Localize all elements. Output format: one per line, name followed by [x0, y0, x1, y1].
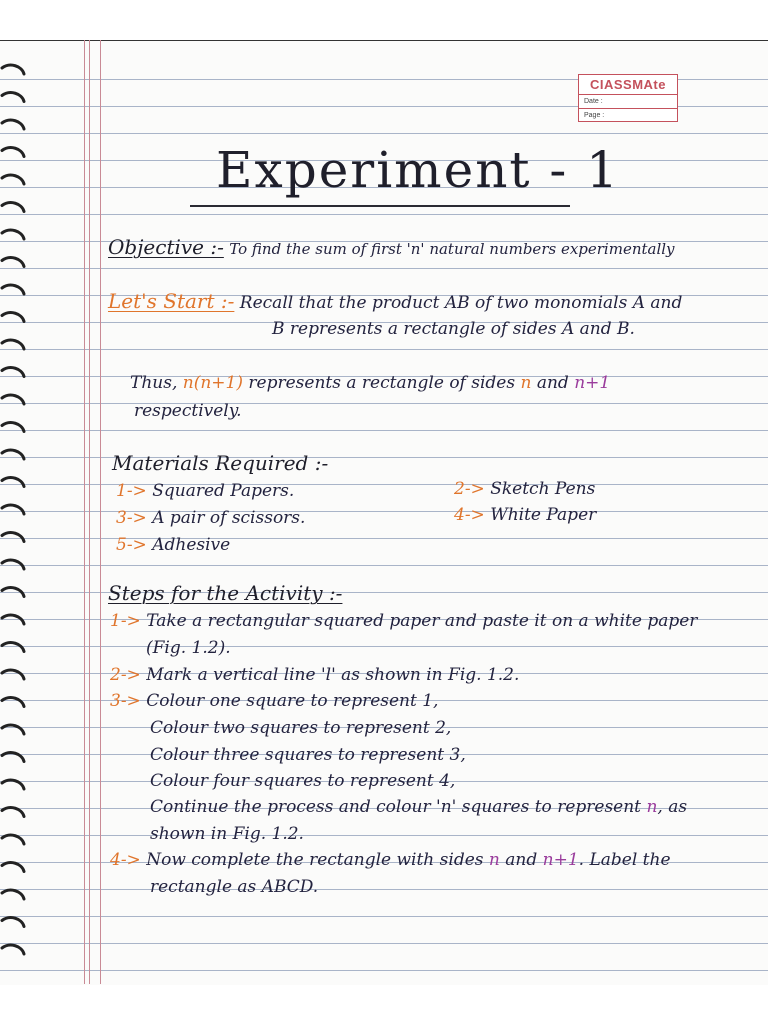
step-text: Mark a vertical line 'l' as shown in Fig. 1.2.	[146, 665, 520, 685]
objective-label: Objective :-	[108, 235, 224, 259]
step-num: 1->	[110, 611, 141, 631]
step-3-line2: Colour two squares to represent 2,	[150, 718, 452, 738]
spiral-coil	[2, 258, 24, 267]
spiral-coil	[2, 93, 24, 102]
page-top-edge	[0, 40, 768, 41]
spiral-coil	[2, 368, 24, 377]
material-num: 5->	[116, 535, 147, 555]
step-num: 2->	[110, 665, 141, 685]
step-3-line6: shown in Fig. 1.2.	[150, 824, 304, 844]
spiral-coil	[2, 670, 24, 679]
step-3-line1	[110, 690, 438, 712]
spiral-coil	[2, 698, 24, 707]
title-underline	[190, 205, 570, 207]
step-3-line3: Colour three squares to represent 3,	[150, 745, 466, 765]
spiral-coil	[2, 203, 24, 212]
material-item	[116, 534, 230, 556]
spiral-coil	[2, 808, 24, 817]
lets-start-text-1: Recall that the product AB of two monomials A and	[239, 293, 683, 313]
spiral-coil	[2, 753, 24, 762]
step-2	[110, 664, 519, 686]
spiral-coil	[2, 588, 24, 597]
step-4-line1	[110, 849, 671, 871]
material-item	[116, 507, 305, 529]
step-text: Continue the process and colour 'n' squares to represent	[150, 797, 642, 817]
objective-line	[108, 236, 675, 260]
thus-and: and	[536, 373, 569, 393]
spiral-coil	[2, 505, 24, 514]
spiral-coil	[2, 643, 24, 652]
spiral-coil	[2, 423, 24, 432]
material-num: 4->	[454, 505, 485, 525]
page-title: Experiment - 1	[216, 141, 620, 199]
material-num: 3->	[116, 508, 147, 528]
stamp-brand: CIASSMAte	[579, 75, 677, 95]
spiral-coil	[2, 918, 24, 927]
step-text: Now complete the rectangle with sides	[146, 850, 484, 870]
material-num: 1->	[116, 481, 147, 501]
thus-expression: n(n+1)	[182, 373, 244, 393]
margin-line	[100, 40, 101, 984]
step-n: n	[646, 797, 658, 817]
steps-heading: Steps for the Activity :-	[108, 581, 343, 605]
spiral-coil	[2, 780, 24, 789]
material-item	[116, 480, 294, 502]
spiral-coil	[2, 945, 24, 954]
spiral-coil	[2, 313, 24, 322]
spiral-coil	[2, 230, 24, 239]
spiral-coil	[2, 148, 24, 157]
material-num: 2->	[454, 479, 485, 499]
spiral-coil	[2, 615, 24, 624]
objective-text: To find the sum of first 'n' natural numbers experimentally	[229, 240, 675, 258]
thus-line1	[130, 372, 610, 394]
material-text: Adhesive	[152, 535, 231, 555]
thus-prefix: Thus,	[130, 373, 178, 393]
thus-mid: represents a rectangle of sides	[248, 373, 516, 393]
spiral-coil	[2, 890, 24, 899]
thus-n-plus-1: n+1	[574, 373, 611, 393]
step-num: 4->	[110, 850, 141, 870]
lets-start-line1	[108, 290, 682, 314]
spiral-coil	[2, 725, 24, 734]
material-text: Squared Papers.	[152, 481, 295, 501]
spiral-coil	[2, 560, 24, 569]
lets-start-label: Let's Start :-	[108, 289, 235, 313]
step-and: and	[505, 850, 538, 870]
spiral-coil	[2, 395, 24, 404]
step-n-plus-1: n+1	[542, 850, 579, 870]
spiral-coil	[2, 450, 24, 459]
step-1-line2: (Fig. 1.2).	[146, 638, 231, 658]
spiral-coil	[2, 835, 24, 844]
step-1-line1	[110, 610, 697, 632]
spiral-coil	[2, 65, 24, 74]
spiral-coil	[2, 478, 24, 487]
step-text: Take a rectangular squared paper and paste it on a white paper	[146, 611, 698, 631]
materials-heading: Materials Required :-	[112, 451, 329, 475]
material-item	[454, 504, 596, 526]
material-text: White Paper	[490, 505, 597, 525]
spiral-coil	[2, 285, 24, 294]
stamp-date-label: Date :	[579, 95, 677, 109]
spiral-coil	[2, 340, 24, 349]
spiral-coil	[2, 863, 24, 872]
classmate-stamp	[578, 74, 678, 122]
material-item	[454, 478, 595, 500]
step-3-line4: Colour four squares to represent 4,	[150, 771, 456, 791]
step-3-line5	[150, 796, 687, 818]
step-n: n	[488, 850, 500, 870]
material-text: Sketch Pens	[490, 479, 596, 499]
spiral-coil	[2, 175, 24, 184]
margin-line	[84, 40, 85, 984]
stamp-page-label: Page :	[584, 112, 605, 119]
step-text: , as	[657, 797, 688, 817]
step-num: 3->	[110, 691, 141, 711]
thus-line2: respectively.	[134, 401, 242, 421]
step-text: Colour one square to represent 1,	[146, 691, 439, 711]
material-text: A pair of scissors.	[152, 508, 306, 528]
step-text: . Label the	[578, 850, 671, 870]
spiral-coil	[2, 533, 24, 542]
spiral-coil	[2, 120, 24, 129]
step-4-line2: rectangle as ABCD.	[150, 877, 319, 897]
thus-n: n	[520, 373, 532, 393]
spiral-binding-icon	[0, 60, 26, 970]
lets-start-text-2: B represents a rectangle of sides A and B.	[272, 319, 635, 339]
margin-line	[89, 40, 90, 984]
